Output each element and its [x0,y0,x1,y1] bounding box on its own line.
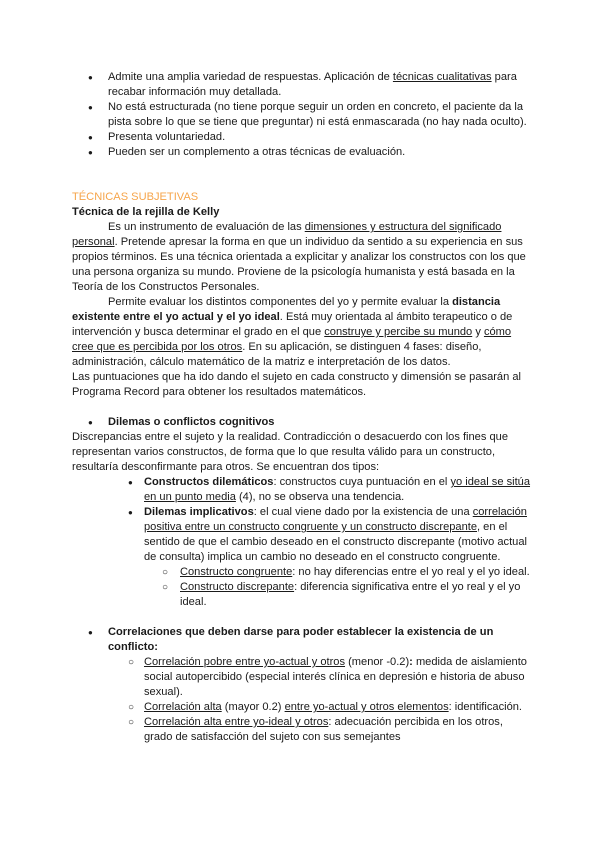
list-item: ● Constructos dilemáticos: constructos cuya puntuación en el yo ideal se sitúa en un punto media (4), no se observa una tendencia. [72,475,532,505]
dilemas-types-list [72,475,532,610]
paragraph-dilemas: Discrepancias entre el sujeto y la realidad. Contradicción o desacuerdo con los fines que representan varios constructos, de forma que lo que resulta válido para un constructo, resultaría desconfirmante para otros. Se encuentran dos tipos: [72,431,508,473]
list-item: ● No está estructurada (no tiene porque seguir un orden en concreto, el paciente da la pista sobre lo que se tiene que preguntar) ni está enmascarada (no hay nada oculto). [72,100,532,130]
intro-bullet-list [72,70,532,160]
paragraph-kelly-intro: Es un instrumento de evaluación de las dimensiones y estructura del significado personal. Pretende apresar la forma en que un individuo da sentido a su experiencia en sus propios términos. Es una técnica orientada a explicitar y analizar los constructos con los que una persona organiza su mundo. Proviene de la psicología humanista y está basada en la Teoría de los Constructos Personales. [72,221,526,293]
constructo-sublist [144,565,532,610]
list-item: ● Correlaciones que deben darse para poder establecer la existencia de un conflicto: ○ Correlación pobre entre yo-actual y otros (menor -0.2): medida de aislamiento social autopercibido (especial interés clínica en depresión e historia de abuso sexual). ○ Correlación alta (mayor 0.2) entre yo-actual y otros elementos: identificación. ○ Correlación alta entre yo-ideal y otros: adecuación percibida en los otros, grado de satisfacción del sujeto con sus semejantes [72,625,532,745]
list-item: ● Dilemas o conflictos cognitivos [72,415,532,430]
paragraph-record: Las puntuaciones que ha ido dando el sujeto en cada constructo y dimensión se pasarán al Programa Record para obtener los resultados matemáticos. [72,371,521,398]
list-item: ● Pueden ser un complemento a otras técnicas de evaluación. [72,145,532,160]
list-item: ○ Correlación alta (mayor 0.2) entre yo-actual y otros elementos: identificación. [72,700,532,715]
page-content [72,70,532,745]
paragraph-kelly-components: Permite evaluar los distintos componentes del yo y permite evaluar la distancia existente entre el yo actual y el yo ideal. Está muy orientada al ámbito terapeutico o de intervención y busca determinar el grado en el que construye y percibe su mundo y cómo cree que es percibida por los otros. En su aplicación, se distinguen 4 fases: diseño, administración, cálculo matemático de la matriz e interpretación de los datos. [72,296,513,368]
list-item: ○ Constructo discrepante: diferencia significativa entre el yo real y el yo ideal. [72,580,532,610]
dilemas-list [72,415,532,430]
section-heading: TÉCNICAS SUBJETIVAS [72,191,199,203]
list-item: ● Presenta voluntariedad. [72,130,532,145]
list-item: ○ Correlación alta entre yo-ideal y otros: adecuación percibida en los otros, grado de satisfacción del sujeto con sus semejantes [72,715,532,745]
list-item: ● Admite una amplia variedad de respuestas. Aplicación de técnicas cualitativas para recabar información muy detallada. [72,70,532,100]
correlaciones-list [72,625,532,745]
correlaciones-sublist [108,655,532,745]
section-subtitle: Técnica de la rejilla de Kelly [72,206,220,218]
list-item: ○ Correlación pobre entre yo-actual y otros (menor -0.2): medida de aislamiento social autopercibido (especial interés clínica en depresión e historia de abuso sexual). [72,655,532,700]
list-item: ● Dilemas implicativos: el cual viene dado por la existencia de una correlación positiva entre un constructo congruente y un constructo discrepante, en el sentido de que el cambio deseado en el constructo discrepante (motivo actual de consulta) implica un cambio no deseado en el constructo congruente. ○ Constructo congruente: no hay diferencias entre el yo real y el yo ideal. ○ Constructo discrepante: diferencia significativa entre el yo real y el yo ideal. [72,505,532,610]
list-item: ○ Constructo congruente: no hay diferencias entre el yo real y el yo ideal. [72,565,532,580]
